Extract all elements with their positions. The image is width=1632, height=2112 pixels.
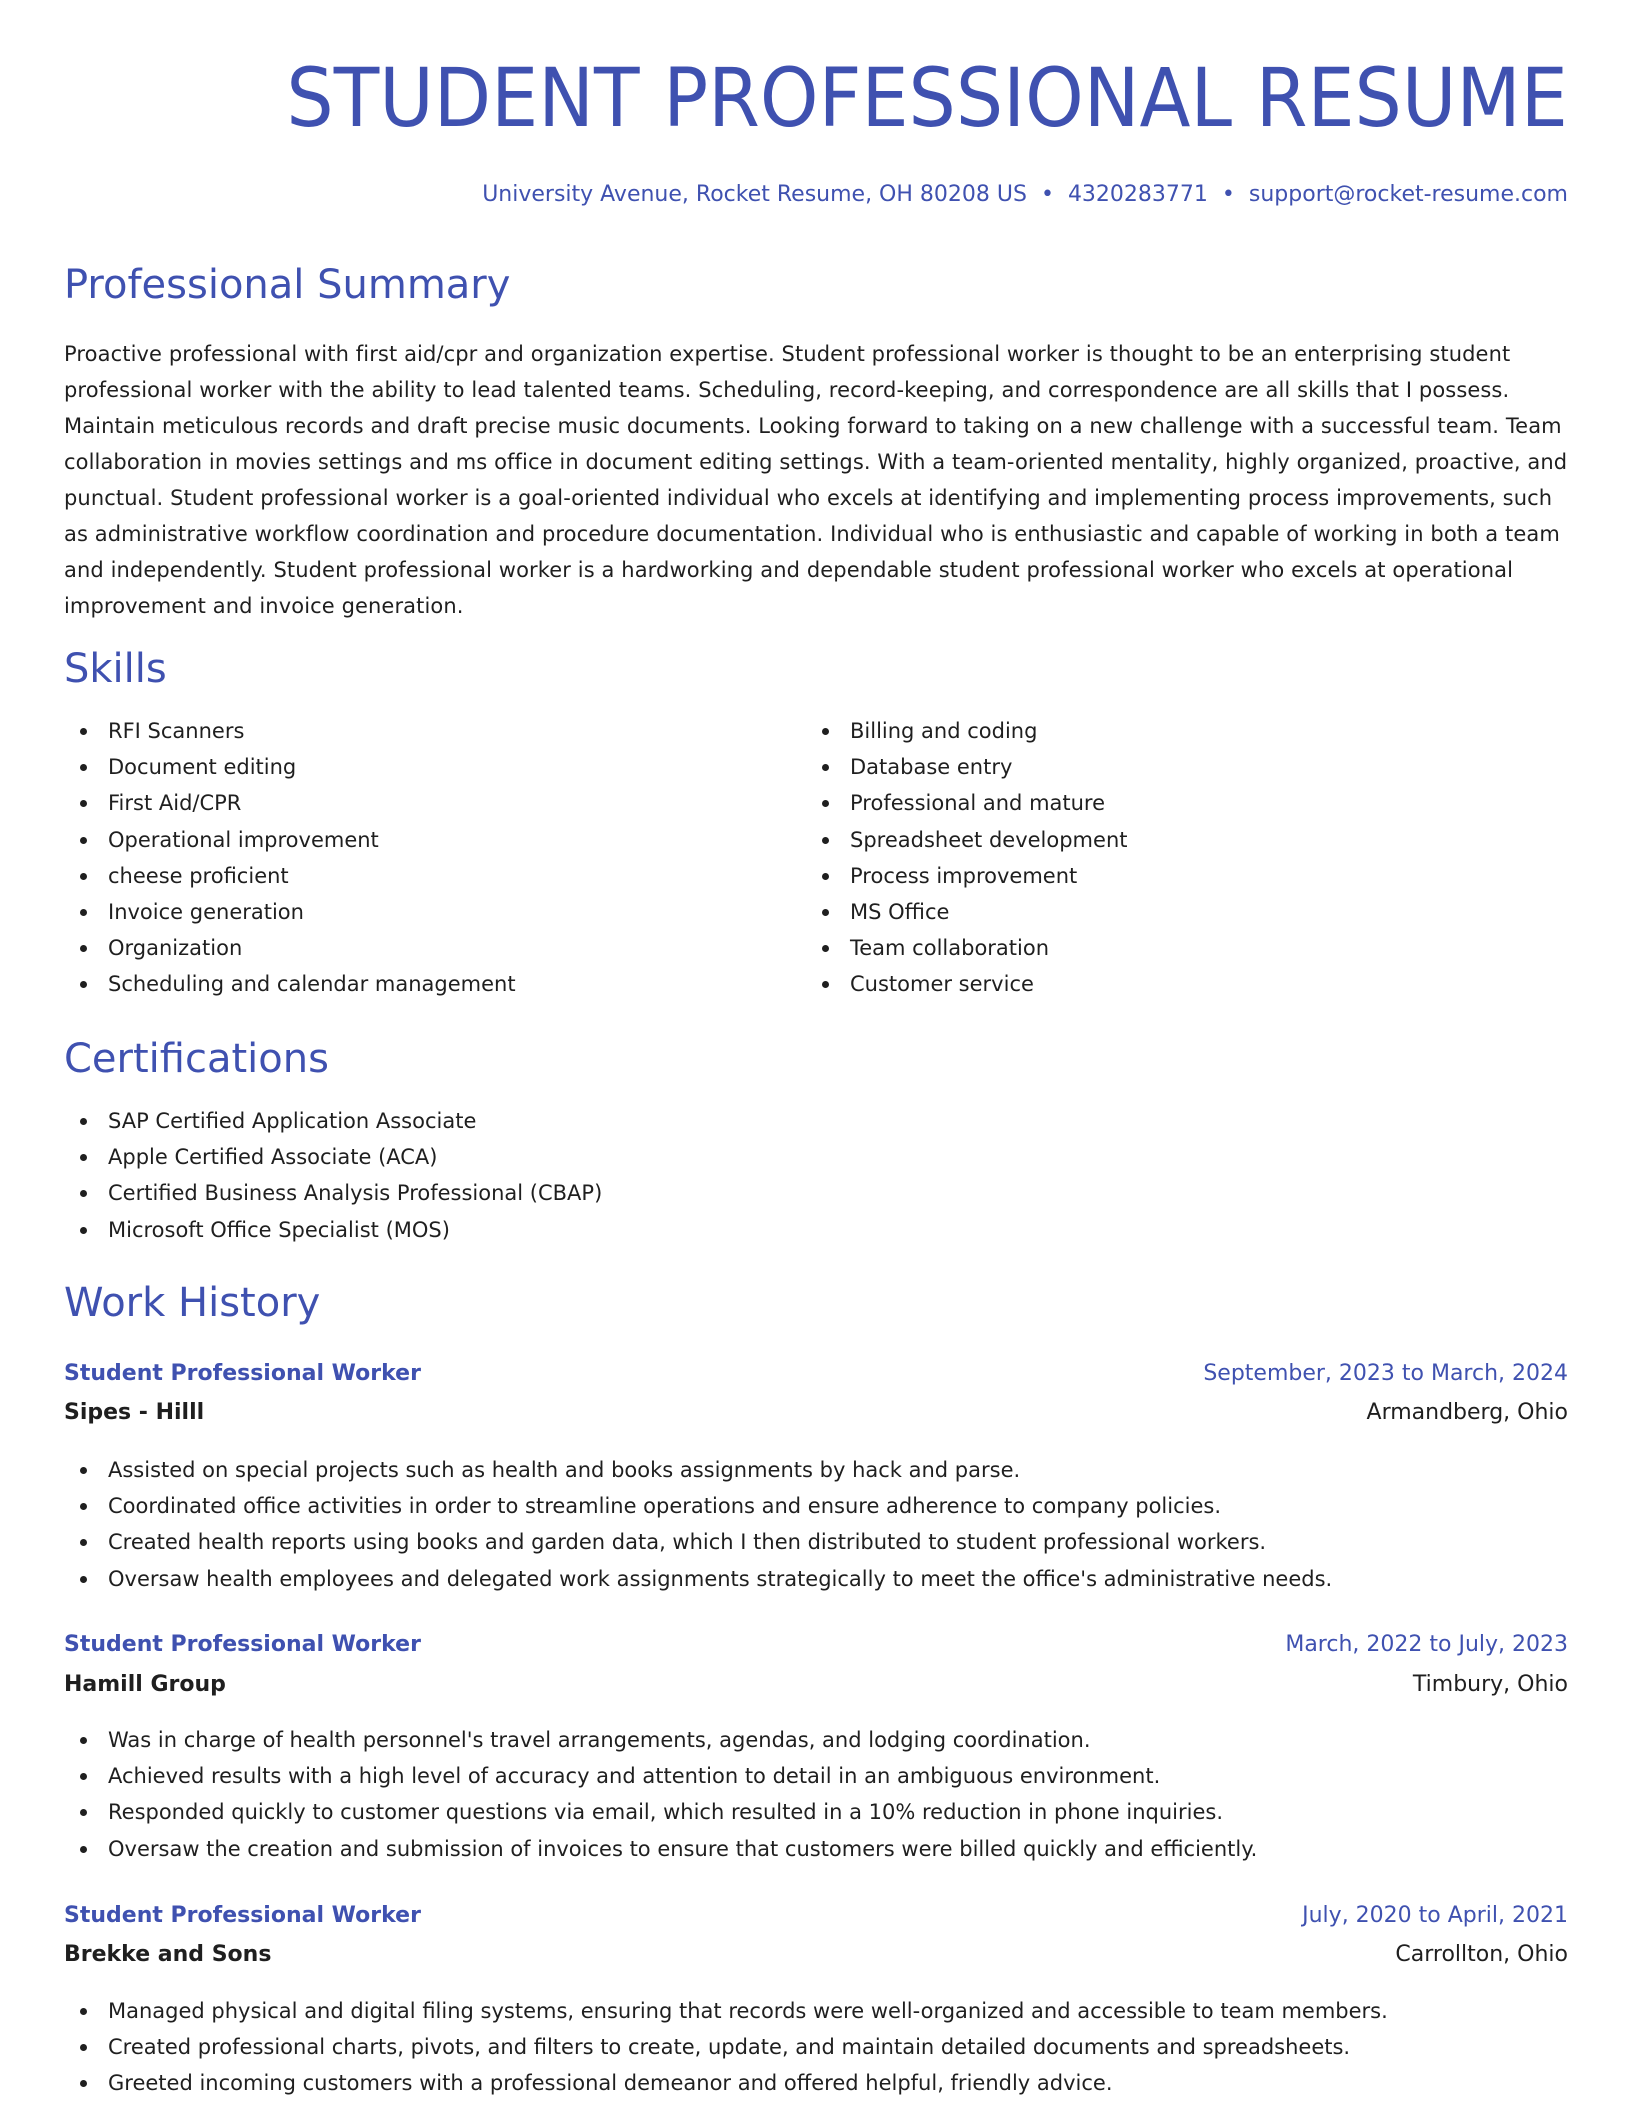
contact-separator: • [1221, 182, 1235, 207]
job-bullet: Was in charge of health personnel's travel arrangements, agendas, and lodging coordination. [64, 1722, 1257, 1758]
certification-item: Apple Certified Associate (ACA) [64, 1139, 602, 1175]
job-company: Sipes - Hilll [64, 1400, 205, 1425]
job-dates: July, 2020 to April, 2021 [1302, 1903, 1568, 1928]
contact-address: University Avenue, Rocket Resume, OH 80208 US [482, 182, 1027, 207]
job-bullet: Created health reports using books and garden data, which I then distributed to student professional workers. [64, 1524, 1332, 1560]
job-bullets [64, 1993, 1388, 2102]
job-bullets [64, 1722, 1257, 1867]
job-dates: March, 2022 to July, 2023 [1285, 1632, 1568, 1657]
skill-item: Team collaboration [806, 930, 1127, 966]
skills-list-left [64, 713, 516, 1003]
job-company: Hamill Group [64, 1672, 226, 1697]
job-dates: September, 2023 to March, 2024 [1203, 1361, 1568, 1386]
resume-title: STUDENT PROFESSIONAL RESUME [286, 52, 1568, 146]
certification-item: Certified Business Analysis Professional (CBAP) [64, 1175, 602, 1211]
skill-item: Process improvement [806, 858, 1127, 894]
skill-item: cheese proficient [64, 858, 516, 894]
job-header [64, 1632, 1568, 1657]
job-employer [64, 1400, 1568, 1425]
job-bullet: Created professional charts, pivots, and filters to create, update, and maintain detailed documents and spreadsheets. [64, 2029, 1388, 2065]
job-location: Armandberg, Ohio [1366, 1400, 1568, 1425]
contact-email[interactable]: support@rocket-resume.com [1248, 182, 1568, 207]
skill-item: Customer service [806, 966, 1127, 1002]
job-bullets [64, 1452, 1332, 1597]
work-history-heading: Work History [64, 1280, 321, 1326]
skill-item: Scheduling and calendar management [64, 966, 516, 1002]
certifications-list [64, 1103, 602, 1248]
job-company: Brekke and Sons [64, 1942, 272, 1967]
job-bullet: Responded quickly to customer questions via email, which resulted in a 10% reduction in phone inquiries. [64, 1794, 1257, 1830]
skill-item: Database entry [806, 749, 1127, 785]
skill-item: First Aid/CPR [64, 785, 516, 821]
job-location: Carrollton, Ohio [1395, 1942, 1568, 1967]
job-bullet: Oversaw health employees and delegated work assignments strategically to meet the office's administrative needs. [64, 1561, 1332, 1597]
job-bullet: Greeted incoming customers with a professional demeanor and offered helpful, friendly advice. [64, 2065, 1388, 2101]
skill-item: Organization [64, 930, 516, 966]
skill-item: Invoice generation [64, 894, 516, 930]
job-bullet: Managed physical and digital filing systems, ensuring that records were well-organized and accessible to team members. [64, 1993, 1388, 2029]
skill-item: Billing and coding [806, 713, 1127, 749]
skill-item: RFI Scanners [64, 713, 516, 749]
job-bullet: Achieved results with a high level of accuracy and attention to detail in an ambiguous environment. [64, 1758, 1257, 1794]
summary-heading: Professional Summary [64, 262, 511, 308]
resume-page [64, 0, 1568, 2112]
contact-line [482, 182, 1568, 207]
certification-item: SAP Certified Application Associate [64, 1103, 602, 1139]
skill-item: Spreadsheet development [806, 822, 1127, 858]
certification-item: Microsoft Office Specialist (MOS) [64, 1212, 602, 1248]
job-employer [64, 1672, 1568, 1697]
summary-text: Proactive professional with first aid/cpr and organization expertise. Student professional worker is thought to be an enterprising student professional worker with the ability to lead talented teams. Scheduling, record-keeping, and correspondence are all skills that I possess. Maintain meticulous records and draft precise music documents. Looking forward to taking on a new challenge with a successful team. Team collaboration in movies settings and ms office in document editing settings. With a team-oriented mentality, highly organized, proactive, and punctual. Student professional worker is a goal-oriented individual who excels at identifying and implementing process improvements, such as administrative workflow coordination and procedure documentation. Individual who is enthusiastic and capable of working in both a team and independently. Student professional worker is a hardworking and dependable student professional worker who excels at operational improvement and invoice generation. [64, 342, 1568, 618]
certifications-heading: Certifications [64, 1036, 329, 1082]
job-title: Student Professional Worker [64, 1361, 421, 1386]
contact-separator: • [1040, 182, 1054, 207]
skills-heading: Skills [64, 646, 167, 692]
job-bullet: Assisted on special projects such as health and books assignments by hack and parse. [64, 1452, 1332, 1488]
skill-item: Operational improvement [64, 822, 516, 858]
skills-list-right [806, 713, 1127, 1003]
job-employer [64, 1942, 1568, 1967]
skill-item: Professional and mature [806, 785, 1127, 821]
job-location: Timbury, Ohio [1412, 1672, 1568, 1697]
job-bullet: Coordinated office activities in order to streamline operations and ensure adherence to company policies. [64, 1488, 1332, 1524]
job-title: Student Professional Worker [64, 1903, 421, 1928]
job-title: Student Professional Worker [64, 1632, 421, 1657]
job-header [64, 1903, 1568, 1928]
job-header [64, 1361, 1568, 1386]
skill-item: Document editing [64, 749, 516, 785]
job-bullet: Oversaw the creation and submission of invoices to ensure that customers were billed quickly and efficiently. [64, 1831, 1257, 1867]
skill-item: MS Office [806, 894, 1127, 930]
contact-phone: 4320283771 [1067, 182, 1208, 207]
